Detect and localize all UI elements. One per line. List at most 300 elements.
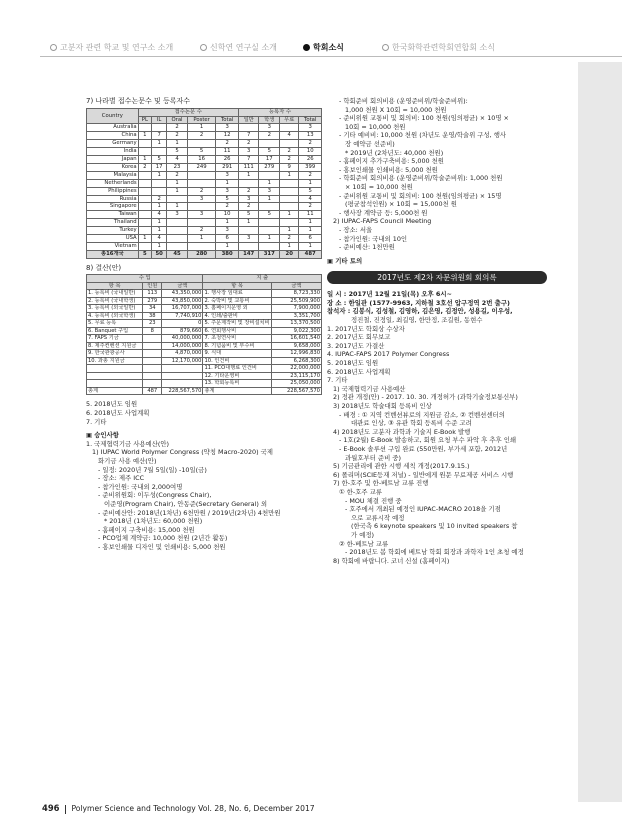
section-7-title: 7) 나라별 접수논문수 및 등록자수 xyxy=(86,97,190,105)
minutes-banner: 2017년도 제2차 자문위원회 회의록 xyxy=(327,271,547,284)
table-cell: 13 xyxy=(299,132,322,140)
table-row xyxy=(87,211,322,219)
table-cell: 4 xyxy=(152,211,167,219)
table-cell: 1 xyxy=(280,227,299,235)
country-cell: Thailand xyxy=(87,219,139,227)
table-cell: 1 xyxy=(238,219,259,227)
table-cell: 3. 홈페이지운영 외 xyxy=(203,305,271,313)
table-cell: 6. Banquet 구입 xyxy=(87,327,143,335)
text-line: - E-Book 솔루션 구입 완료 (550만원, 부가세 포함, 2012년 xyxy=(339,444,508,453)
text-line: 3) 2018년도 학술대회 등록비 인상 xyxy=(333,402,432,410)
table-cell: 10 xyxy=(299,148,322,156)
table-cell: 34 xyxy=(143,305,162,313)
section-8-title: 8) 결산(안) xyxy=(86,263,122,272)
table-cell xyxy=(152,187,167,195)
table-cell: 4 xyxy=(280,132,299,140)
table-cell: 1 xyxy=(280,211,299,219)
total-cell: 380 xyxy=(216,250,239,258)
table-cell: 3 xyxy=(187,211,216,219)
table-cell: 1 xyxy=(280,171,299,179)
table-cell: 1 xyxy=(259,235,280,243)
table-cell xyxy=(187,171,216,179)
table-cell: 6 xyxy=(216,235,239,243)
table-cell xyxy=(143,372,162,380)
country-cell: Germany xyxy=(87,140,139,148)
table-row xyxy=(87,195,322,203)
table-row xyxy=(87,187,322,195)
table-cell: 111 xyxy=(238,163,259,171)
total-cell: 50 xyxy=(152,250,167,258)
text-line: - 홍보인쇄물 인쇄비용: 5,000 천원 xyxy=(339,165,438,174)
table-cell xyxy=(280,195,299,203)
approval-title: ▣ 승인사항 xyxy=(86,431,119,440)
table-cell xyxy=(138,179,151,187)
table-cell: 3 xyxy=(216,227,239,235)
table-cell: 3 xyxy=(238,148,259,156)
table-cell: 2 xyxy=(280,156,299,164)
journal-info: Polymer Science and Technology Vol. 28, No. 6, December 2017 xyxy=(71,804,315,813)
text-line: 참석자 : 김봉식, 김성철, 김영하, 김은영, 김정안, 성용길, 이우성, xyxy=(327,307,513,316)
table-cell: 5 xyxy=(299,187,322,195)
table-cell: 8 xyxy=(143,327,162,335)
table-cell xyxy=(259,140,280,148)
table-cell: 25,509,900 xyxy=(271,297,321,305)
table-cell: 2 xyxy=(299,171,322,179)
left-column xyxy=(86,97,322,552)
table-cell: 4 xyxy=(152,235,167,243)
table-cell: 2 xyxy=(216,140,239,148)
table-row xyxy=(87,335,322,343)
table-cell: 12,996,830 xyxy=(271,350,321,358)
text-line: 7) 한-호주 및 한-베트남 교류 진행 xyxy=(333,479,429,488)
table-cell xyxy=(138,187,151,195)
table-cell: 8,723,330 xyxy=(271,290,321,298)
table-cell: 9 xyxy=(280,163,299,171)
text-line: 8) 학회에 바랍니다. 코너 신설 (홈페이지) xyxy=(333,556,450,565)
text-line: 이준영(Program Chair), 안동준(Secretary General) 외 xyxy=(104,499,268,508)
papers-header: 접수논문 수 xyxy=(138,108,238,116)
column-header: Oral xyxy=(167,116,188,124)
text-line: 1. 국제협력기금 사용예산(안) xyxy=(86,439,170,448)
table-row xyxy=(87,365,322,373)
table-cell xyxy=(238,124,259,132)
table-row xyxy=(87,148,322,156)
table-cell: 2 xyxy=(259,132,280,140)
table-cell: 22,000,000 xyxy=(271,365,321,373)
table-cell: 9,022,300 xyxy=(271,327,321,335)
total-cell: 228,567,570 xyxy=(271,387,321,395)
table-cell: 1. 등록비 (국내일반) xyxy=(87,290,143,298)
table-cell: 1 xyxy=(167,179,188,187)
table-cell xyxy=(259,227,280,235)
table-row xyxy=(87,132,322,140)
table-row xyxy=(87,290,322,298)
table-cell: 1 xyxy=(238,171,259,179)
table-cell: 1 xyxy=(138,156,151,164)
table-cell: 5 xyxy=(259,211,280,219)
table-cell: 16,601,540 xyxy=(271,335,321,343)
text-line: 과월호부터 준비 중) xyxy=(345,453,401,462)
column-header: IL xyxy=(152,116,167,124)
text-line: 4) 2018년도 고분자 과학과 기술지 E-Book 발행 xyxy=(333,427,471,436)
table-cell: 3 xyxy=(238,235,259,243)
table-row xyxy=(87,124,322,132)
table-cell xyxy=(138,124,151,132)
table-cell: 2 xyxy=(280,148,299,156)
total-cell: 228,567,570 xyxy=(162,387,203,395)
text-line: - 홈페이지 구축비용: 15,000 천원 xyxy=(98,525,195,534)
text-line: * 2019년 (2차년도: 40,000 천원) xyxy=(345,148,444,157)
table-cell: 1 xyxy=(152,171,167,179)
text-line: × 10회 = 10,000 천원 xyxy=(345,182,413,191)
table-cell: 1 xyxy=(138,132,151,140)
table-cell xyxy=(138,171,151,179)
table-cell: 5 xyxy=(152,156,167,164)
country-cell: Singapore xyxy=(87,203,139,211)
nav-tab-schools[interactable]: 고분자 관련 학교 및 연구소 소개 xyxy=(50,42,173,53)
table-cell: 11. PCO대행료 인건비 xyxy=(203,365,271,373)
table-cell: 12,170,000 xyxy=(162,357,203,365)
table-cell xyxy=(259,203,280,211)
column-header: 학생 xyxy=(259,116,280,124)
table-cell xyxy=(152,148,167,156)
table-cell: 2 xyxy=(187,132,216,140)
text-line: 10회 = 10,000 천원 xyxy=(345,122,406,131)
table-cell xyxy=(167,243,188,251)
column-header: 항 목 xyxy=(203,282,271,290)
table-cell: 1 xyxy=(280,243,299,251)
table-cell xyxy=(138,211,151,219)
table-cell: 14,000,000 xyxy=(162,342,203,350)
total-cell: 총계 xyxy=(87,387,143,395)
table-cell: 11 xyxy=(299,211,322,219)
table-cell: 10. 인건비 xyxy=(203,357,271,365)
table-row xyxy=(87,243,322,251)
table-cell: 1 xyxy=(216,179,239,187)
table-cell: 1 xyxy=(152,219,167,227)
table-cell: 1 xyxy=(259,195,280,203)
table-cell: 7 xyxy=(238,132,259,140)
table-cell: 23 xyxy=(167,163,188,171)
table-cell: 38 xyxy=(143,312,162,320)
table-row xyxy=(87,357,322,365)
circle-icon xyxy=(200,44,207,51)
country-cell: Turkey xyxy=(87,227,139,235)
text-line: 1) 국제협력기금 사용예산 xyxy=(333,384,406,393)
table-cell xyxy=(167,227,188,235)
country-cell: Australia xyxy=(87,124,139,132)
text-line: 5) 기금관리에 관한 시행 세칙 개정(2017.9.15.) xyxy=(333,462,470,471)
table-cell xyxy=(280,124,299,132)
table-cell xyxy=(187,203,216,211)
table-cell: 7. 초청연사비 xyxy=(203,335,271,343)
circle-icon xyxy=(50,44,57,51)
table-cell: 2 xyxy=(152,195,167,203)
text-line: - 참가인원: 국내외 2,000여명 xyxy=(98,482,183,491)
text-line: 6) 폴리머(SCIE등재 저널) - 일반에게 원문 무료제공 서비스 시행 xyxy=(333,470,514,479)
table-cell xyxy=(280,179,299,187)
text-line: 7. 기타 xyxy=(86,417,107,426)
country-table xyxy=(86,108,322,259)
table-row xyxy=(87,203,322,211)
column-header: Poster xyxy=(187,116,216,124)
table-cell: 1 xyxy=(138,235,151,243)
table-cell: 11 xyxy=(216,148,239,156)
table-cell xyxy=(167,195,188,203)
income-header: 수 입 xyxy=(87,275,203,283)
table-row xyxy=(87,350,322,358)
text-line: 2) IUPAC-FAPS Council Meeting xyxy=(333,217,432,226)
table-cell: 3 xyxy=(259,187,280,195)
table-cell: 5. 무료 등록 xyxy=(87,320,143,328)
text-line: - 학회준비 회의비용 (운영준비위/학술준비위): xyxy=(339,97,468,105)
table-cell: 17 xyxy=(259,156,280,164)
table-cell: 9. 식대 xyxy=(203,350,271,358)
table-cell: 0 xyxy=(162,320,203,328)
table-cell: 1 xyxy=(216,219,239,227)
table-cell: 10 xyxy=(216,211,239,219)
table-cell: 8. 기념품비 및 부수비 xyxy=(203,342,271,350)
table-row xyxy=(87,235,322,243)
table-cell: 3 xyxy=(259,124,280,132)
text-line: - PCO업체 계약금: 10,000 천원 (2년간 활동) xyxy=(98,534,228,543)
side-tab-strip xyxy=(578,62,622,802)
table-cell xyxy=(280,219,299,227)
table-row xyxy=(87,342,322,350)
table-cell xyxy=(138,140,151,148)
table-cell: 1 xyxy=(152,203,167,211)
table-cell xyxy=(143,335,162,343)
table-cell: 7 xyxy=(152,132,167,140)
total-cell: 총계 xyxy=(203,387,271,395)
table-cell xyxy=(138,203,151,211)
table-cell: 3 xyxy=(238,195,259,203)
country-cell: India xyxy=(87,148,139,156)
table-cell: 279 xyxy=(143,297,162,305)
text-line: 가 예정) xyxy=(351,530,375,539)
table-cell: 25,050,000 xyxy=(271,380,321,388)
page-footer xyxy=(42,803,315,814)
country-cell: Philippines xyxy=(87,187,139,195)
table-cell: 113 xyxy=(143,290,162,298)
text-line: (한국측 6 keynote speakers 및 10 invited speakers 참 xyxy=(351,522,518,531)
table-cell: 3 xyxy=(216,124,239,132)
text-line: - 준비위원회: 이두성(Congress Chair), xyxy=(98,491,212,500)
table-cell: 3 xyxy=(299,124,322,132)
table-cell xyxy=(280,140,299,148)
table-cell: 3 xyxy=(187,195,216,203)
table-row xyxy=(87,297,322,305)
table-cell: 7,740,910 xyxy=(162,312,203,320)
table-row xyxy=(87,372,322,380)
table-cell: 5 xyxy=(216,195,239,203)
table-cell: 23,115,170 xyxy=(271,372,321,380)
table-cell: 2 xyxy=(167,171,188,179)
table-cell: 2 xyxy=(299,203,322,211)
table-cell: 1 xyxy=(299,243,322,251)
table-cell xyxy=(187,219,216,227)
text-line: ① 한-호주 교류 xyxy=(339,487,382,496)
table-cell: 1 xyxy=(167,140,188,148)
text-line: - 홍보인쇄물 디자인 및 인쇄비용: 5,000 천원 xyxy=(98,542,226,551)
text-line: 5. 2018년도 임원 xyxy=(327,359,379,368)
total-cell: 280 xyxy=(187,250,216,258)
column-header: 무료 xyxy=(280,116,299,124)
table-cell: 16 xyxy=(187,156,216,164)
table-cell: 1 xyxy=(167,187,188,195)
table-cell: 7 xyxy=(238,156,259,164)
country-cell: Korea xyxy=(87,163,139,171)
text-line: 장 예약금 선준비) xyxy=(345,139,395,148)
country-cell: Netherlands xyxy=(87,179,139,187)
table-cell xyxy=(143,380,162,388)
table-cell: 5 xyxy=(187,148,216,156)
text-line: - 일정: 2020년 7월 5일(일) -10일(금) xyxy=(98,465,207,474)
table-row xyxy=(87,305,322,313)
table-cell: 1 xyxy=(259,179,280,187)
table-cell: 13,370,500 xyxy=(271,320,321,328)
text-line: - 준비위원 교통비 및 회의비: 100 천원(임의평균) × 15명 xyxy=(339,191,502,200)
table-cell xyxy=(187,243,216,251)
table-cell: 2 xyxy=(238,187,259,195)
total-cell: 총16개국 xyxy=(87,250,139,258)
table-cell: 2. 숙박비 및 교통비 xyxy=(203,297,271,305)
column-header: 일반 xyxy=(238,116,259,124)
table-cell: 1. 행사장 임대료 xyxy=(203,290,271,298)
text-line: - 홈페이지 추가구축비용: 5,000 천원 xyxy=(339,157,444,166)
text-line: 1) IUPAC World Polymer Congress (약칭 Macro-2020) 국제 xyxy=(92,448,273,457)
table-cell: 2 xyxy=(187,187,216,195)
table-row xyxy=(87,312,322,320)
total-cell: 20 xyxy=(280,250,299,258)
table-row xyxy=(87,171,322,179)
table-cell: 12 xyxy=(216,132,239,140)
table-cell xyxy=(138,148,151,156)
total-cell: 487 xyxy=(299,250,322,258)
nav-tab-society-news[interactable]: 학회소식 xyxy=(303,42,344,53)
table-cell: 6 xyxy=(299,235,322,243)
table-cell: 12. 기타운영비 xyxy=(203,372,271,380)
table-cell: 3. 등록비 (외국일반) xyxy=(87,305,143,313)
footer-divider xyxy=(65,805,66,814)
text-line: - 배경 : ① 지역 컨벤션뷰로의 지원금 감소, ② 컨벤션센터의 xyxy=(339,410,505,419)
table-cell: 2 xyxy=(238,203,259,211)
table-cell: 2 xyxy=(280,235,299,243)
table-cell: 1 xyxy=(187,124,216,132)
text-line: 장 소 : 한일관 (1577-9963, 지하철 3호선 압구정역 2번 출구) xyxy=(327,298,510,307)
text-line: 화기금 사용 예산(안) xyxy=(98,456,157,465)
total-cell: 317 xyxy=(259,250,280,258)
table-cell xyxy=(167,235,188,243)
table-cell xyxy=(162,372,203,380)
text-line: (평균참석인원) × 10회 = 15,000천 원 xyxy=(345,200,457,209)
country-cell: Malaysia xyxy=(87,171,139,179)
table-cell xyxy=(143,350,162,358)
table-cell xyxy=(138,219,151,227)
table-cell: 7,900,000 xyxy=(271,305,321,313)
table-row xyxy=(87,327,322,335)
page-number: 496 xyxy=(42,803,60,813)
column-header: 금액 xyxy=(162,282,203,290)
text-line: - 준비예산: 1천만원 xyxy=(339,243,395,252)
table-cell xyxy=(259,171,280,179)
etc-discussion-title: ▣ 기타 토의 xyxy=(327,256,363,265)
table-cell xyxy=(138,195,151,203)
table-cell: 5. 주문제작비 및 장비설치비 xyxy=(204,320,270,327)
text-line: 5. 2018년도 임원 xyxy=(86,400,138,409)
text-line: 2. 2017년도 회무보고 xyxy=(327,333,391,342)
table-cell: 2. 등록비 (국내학생) xyxy=(87,297,143,305)
circle-icon xyxy=(382,44,389,51)
text-line: ② 한-베트남 교류 xyxy=(339,539,389,548)
text-line: - 행사장 계약금 등: 5,000천 원 xyxy=(339,208,428,217)
table-cell xyxy=(87,365,143,373)
expense-header: 지 출 xyxy=(203,275,322,283)
table-cell xyxy=(87,380,143,388)
text-line: 정진철, 진정일, 최길영, 한만정, 조길원, 동현수 xyxy=(351,316,483,325)
table-cell: 2 xyxy=(187,227,216,235)
table-cell xyxy=(187,179,216,187)
table-cell: 1 xyxy=(152,243,167,251)
table-row xyxy=(87,380,322,388)
text-line: 2) 정관 개정(안) - 2017. 10. 30. 개정허가 (과학기술정보통신부) xyxy=(333,393,518,402)
table-cell xyxy=(152,124,167,132)
table-row xyxy=(87,320,322,328)
table-cell: 3 xyxy=(167,211,188,219)
column-header: Total xyxy=(299,116,322,124)
column-header: Total xyxy=(216,116,239,124)
table-cell: 4. 등록비 (외국학생) xyxy=(87,312,143,320)
text-line: 6. 2018년도 사업계획 xyxy=(86,409,150,417)
table-cell: 10. 과총 지원금 xyxy=(87,357,143,365)
country-cell: Russia xyxy=(87,195,139,203)
table-cell xyxy=(259,219,280,227)
table-cell: 279 xyxy=(259,163,280,171)
table-cell: 5 xyxy=(259,148,280,156)
table-cell: 2 xyxy=(238,140,259,148)
table-cell: 249 xyxy=(187,163,216,171)
text-line: - 준비예산안: 2018년(1차년) 6천만원 / 2019년(2차년) 4천만원 xyxy=(98,508,281,517)
finance-table xyxy=(86,274,322,395)
filled-circle-icon xyxy=(303,44,310,51)
table-row xyxy=(87,179,322,187)
table-cell: 2 xyxy=(167,124,188,132)
table-cell: 3,351,700 xyxy=(271,312,321,320)
nav-tab-labs[interactable]: 신학연 연구실 소개 xyxy=(200,42,277,53)
table-cell: 17 xyxy=(152,163,167,171)
registrants-header: 등록자 수 xyxy=(238,108,321,116)
text-line: 7. 기타 xyxy=(327,376,348,385)
table-cell: 5 xyxy=(238,211,259,219)
country-cell: Japan xyxy=(87,156,139,164)
table-cell xyxy=(162,380,203,388)
right-column xyxy=(327,97,547,565)
text-line: 4. IUPAC-FAPS 2017 Polymer Congress xyxy=(327,350,450,359)
text-line: - 장소: 서울 xyxy=(339,225,373,234)
text-line: 으로 교류시작 예정 xyxy=(351,513,405,522)
table-row xyxy=(87,156,322,164)
table-row xyxy=(87,140,322,148)
table-cell xyxy=(238,243,259,251)
table-cell: 4 xyxy=(299,195,322,203)
country-cell: USA xyxy=(87,235,139,243)
table-cell xyxy=(143,342,162,350)
table-cell: 1 xyxy=(216,243,239,251)
table-cell: 4. 인쇄/출판비 xyxy=(203,312,271,320)
text-line: - 학회준비 회의비용 (운영준비위/학술준비위): 1,000 천원 xyxy=(339,174,503,183)
table-cell: 2 xyxy=(216,203,239,211)
nav-tab-federation-news[interactable]: 한국화학관련학회연합회 소식 xyxy=(382,42,495,53)
